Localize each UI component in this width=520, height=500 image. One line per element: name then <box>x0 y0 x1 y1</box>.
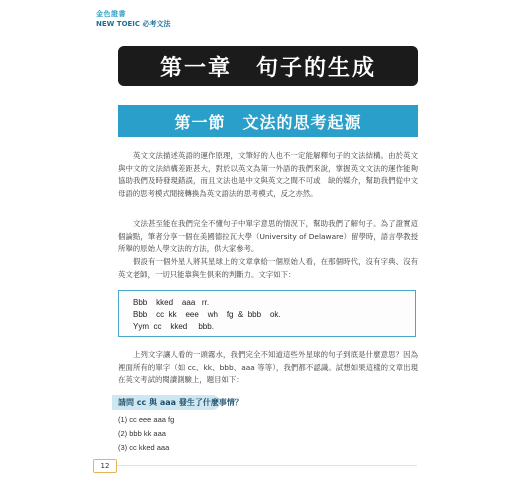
book-title: NEW TOEIC 必考文法 <box>96 20 171 28</box>
page-number: 12 <box>93 459 117 473</box>
alien-text-line: Bbb kked aaa rr. <box>133 298 210 307</box>
alien-text-box <box>118 290 416 337</box>
paragraph-understanding: 文法甚至能在我們完全不懂句子中單字意思的情況下，幫助我們了解句子。為了證實這個論點，筆者分享一個在美國德拉瓦大學（University of Delaware）留學時，語言學教授所舉的原始人學文法的方法，供大家參考。 <box>118 219 418 254</box>
paragraph-alien-example: 假設有一個外星人將其星球上的文章拿給一個原始人看，在那個時代，沒有字典、沒有英文老師，一切只能靠與生俱來的判斷力。文字如下： <box>118 257 418 279</box>
paragraph-confusion: 上列文字讓人看的一頭霧水，我們完全不知道這些外星球的句子到底是什麼意思？因為裡面所有的單字（如 cc、kk、bbb、aaa 等等），我們都不認識。試想如果這樣的文章出現在英文考試的閱讀測驗上，題目如下： <box>118 350 418 385</box>
alien-text-line: Bbb cc kk eee wh fg & bbb ok. <box>133 310 281 319</box>
series-label: 金色證書 <box>96 10 126 18</box>
answer-option: (1) cc eee aaa fg <box>118 415 175 424</box>
answer-option: (2) bbb kk aaa <box>118 429 166 438</box>
question-heading: 請問 cc 與 aaa 發生了什麼事情？ <box>112 395 220 410</box>
paragraph-intro: 英文文法描述英語的運作原理，文筆好的人也不一定能解釋句子的文法結構。由於英文與中文的文法結構差距甚大，對於以英文為第一外語的我們來說，掌握英文文法的運作能夠協助我們及時發現錯誤，而且文法也是中文與英文之間不可或 缺的媒介，幫助我們從中文母語的思考模式閒接轉換為英文語法的思考模式，反之亦然。 <box>118 151 418 198</box>
section-title: 第一節 文法的思考起源 <box>118 105 418 137</box>
footer-divider <box>112 465 417 466</box>
alien-text-line: Yym cc kked bbb. <box>133 322 214 331</box>
answer-option: (3) cc kked aaa <box>118 443 170 452</box>
chapter-title: 第一章 句子的生成 <box>118 46 418 86</box>
